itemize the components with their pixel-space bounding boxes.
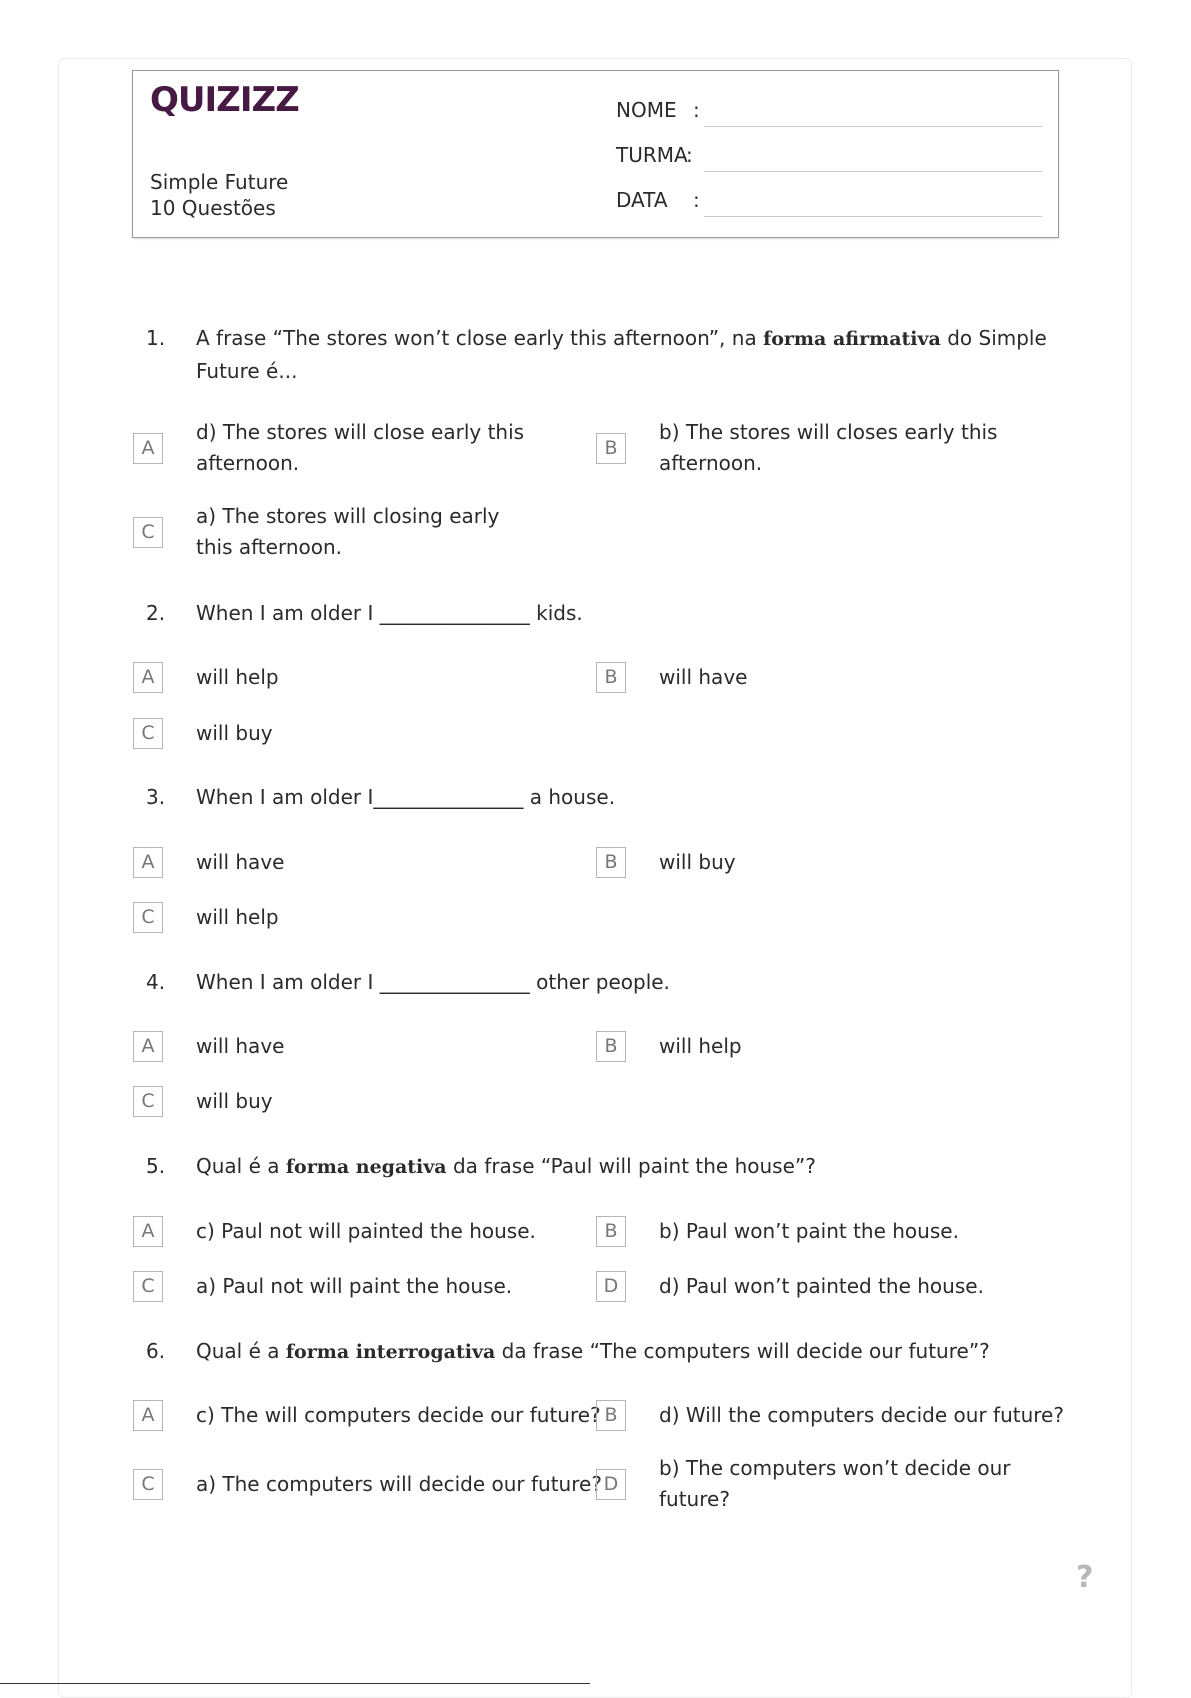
option-text[interactable]: a) The stores will closing early this afternoon.: [196, 504, 500, 559]
option-text[interactable]: c) Paul not will painted the house.: [196, 1219, 536, 1243]
option-letter-b[interactable]: B: [596, 1031, 626, 1062]
option-text[interactable]: a) Paul not will paint the house.: [196, 1274, 513, 1298]
option-letter-d[interactable]: D: [596, 1271, 626, 1302]
quizizz-logo: QUIZIZZ: [150, 80, 299, 120]
question-text: When I am older I_______________ a house.: [196, 785, 616, 809]
field-data: DATA :: [616, 182, 1042, 218]
option-text[interactable]: will have: [659, 665, 748, 689]
option-letter-c[interactable]: C: [133, 718, 163, 749]
question-number: 6.: [146, 1339, 166, 1363]
option-text[interactable]: d) Paul won’t painted the house.: [659, 1274, 984, 1298]
question-number: 1.: [146, 326, 166, 350]
question-count: 10 Questões: [150, 196, 276, 220]
option-text[interactable]: will have: [196, 850, 285, 874]
page-sheet: [58, 58, 1132, 1698]
option-letter-c[interactable]: C: [133, 517, 163, 548]
option-letter-a[interactable]: A: [133, 662, 163, 693]
option-letter-a[interactable]: A: [133, 433, 163, 464]
option-text[interactable]: will buy: [196, 721, 273, 745]
option-text[interactable]: b) Paul won’t paint the house.: [659, 1219, 959, 1243]
option-text[interactable]: a) The computers will decide our future?: [196, 1472, 602, 1496]
quiz-title: Simple Future: [150, 170, 289, 194]
option-letter-b[interactable]: B: [596, 662, 626, 693]
field-label: TURMA: [616, 143, 688, 167]
question-number: 3.: [146, 785, 166, 809]
option-letter-a[interactable]: A: [133, 1031, 163, 1062]
option-letter-c[interactable]: C: [133, 902, 163, 933]
question-text: A frase “The stores won’t close early this afternoon”, na forma afirmativa do Simple Future é...: [196, 326, 1047, 383]
option-letter-a[interactable]: A: [133, 847, 163, 878]
option-text[interactable]: will help: [196, 665, 279, 689]
question-text: When I am older I _______________ kids.: [196, 601, 583, 625]
option-text[interactable]: will buy: [659, 850, 736, 874]
option-text[interactable]: b) The computers won’t decide our future?: [659, 1456, 1011, 1511]
option-letter-a[interactable]: A: [133, 1216, 163, 1247]
question-number: 2.: [146, 601, 166, 625]
option-letter-d[interactable]: D: [596, 1469, 626, 1500]
option-text[interactable]: will buy: [196, 1089, 273, 1113]
option-text[interactable]: will help: [659, 1034, 742, 1058]
option-text[interactable]: will have: [196, 1034, 285, 1058]
option-letter-b[interactable]: B: [596, 1400, 626, 1431]
field-label: DATA: [616, 188, 668, 212]
name-input-line[interactable]: [704, 126, 1042, 127]
option-letter-b[interactable]: B: [596, 847, 626, 878]
option-text[interactable]: d) Will the computers decide our future?: [659, 1403, 1064, 1427]
field-label: NOME: [616, 98, 677, 122]
option-text[interactable]: will help: [196, 905, 279, 929]
option-letter-b[interactable]: B: [596, 433, 626, 464]
class-input-line[interactable]: [704, 171, 1042, 172]
date-input-line[interactable]: [704, 216, 1042, 217]
question-text: Qual é a forma interrogativa da frase “The computers will decide our future”?: [196, 1339, 990, 1363]
question-number: 4.: [146, 970, 166, 994]
option-letter-c[interactable]: C: [133, 1271, 163, 1302]
help-icon[interactable]: ?: [1076, 1560, 1094, 1595]
option-text[interactable]: c) The will computers decide our future?: [196, 1403, 601, 1427]
option-letter-c[interactable]: C: [133, 1086, 163, 1117]
question-text: When I am older I _______________ other people.: [196, 970, 670, 994]
option-letter-a[interactable]: A: [133, 1400, 163, 1431]
option-text[interactable]: d) The stores will close early this afternoon.: [196, 420, 525, 475]
question-text: Qual é a forma negativa da frase “Paul will paint the house”?: [196, 1154, 816, 1178]
option-letter-c[interactable]: C: [133, 1469, 163, 1500]
field-turma: TURMA :: [616, 137, 1042, 173]
option-letter-b[interactable]: B: [596, 1216, 626, 1247]
footer-divider: [0, 1683, 590, 1684]
field-nome: NOME :: [616, 92, 1042, 128]
question-number: 5.: [146, 1154, 166, 1178]
option-text[interactable]: b) The stores will closes early this afternoon.: [659, 420, 998, 475]
